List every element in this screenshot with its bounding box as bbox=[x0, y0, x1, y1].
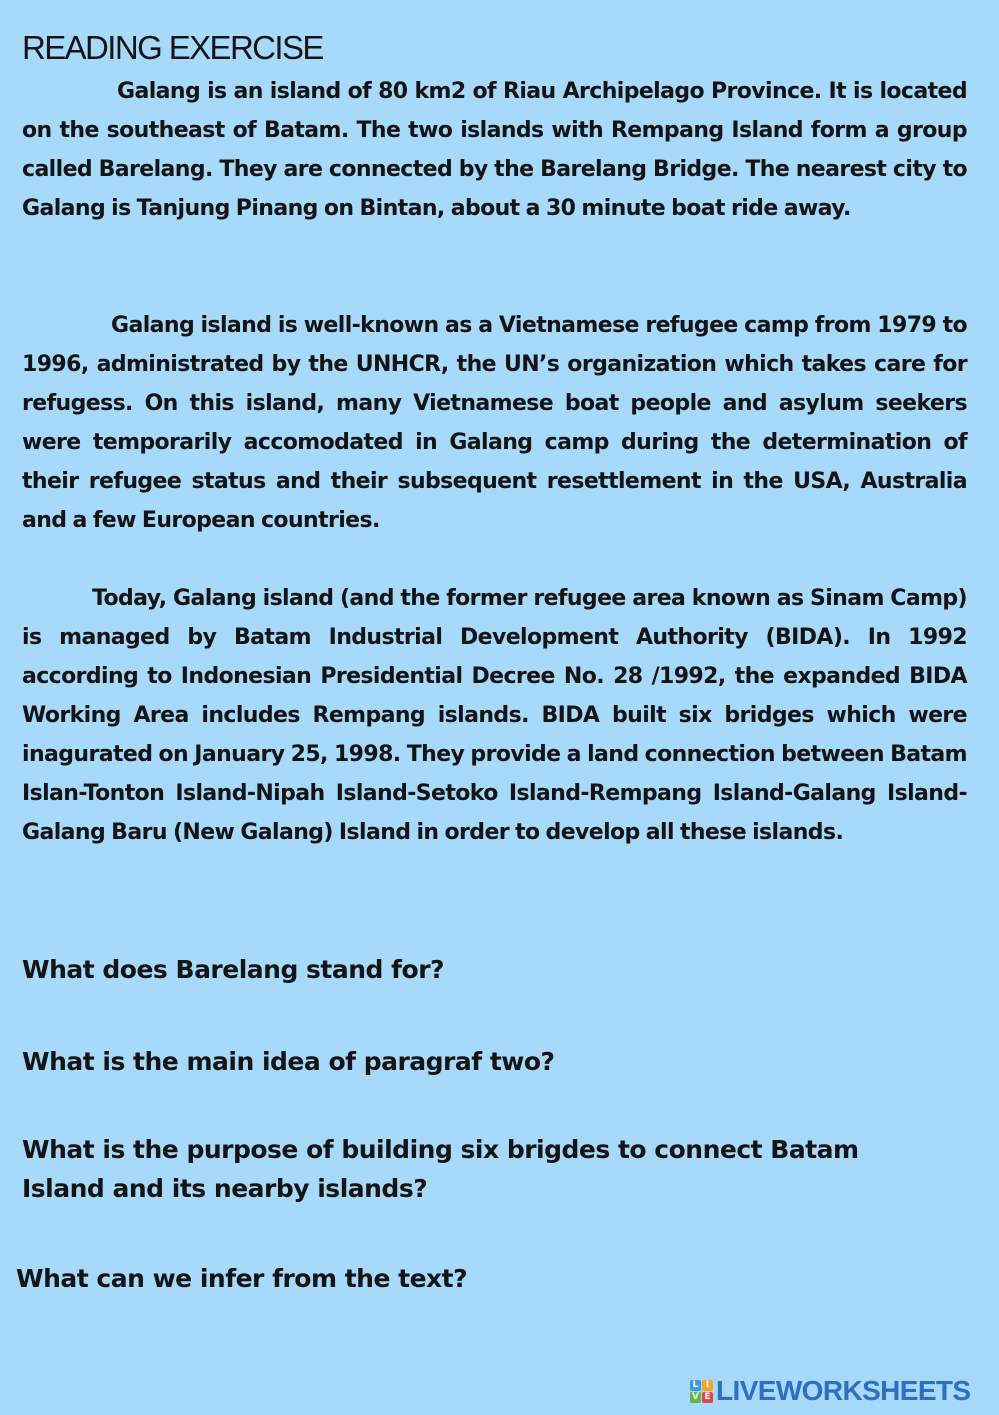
logo-mark-letter-e: E bbox=[702, 1392, 713, 1403]
logo-mark-letter-v: V bbox=[690, 1392, 701, 1403]
liveworksheets-logo bbox=[690, 1374, 971, 1408]
question-one: What does Barelang stand for? bbox=[22, 955, 445, 984]
logo-mark-letter-i: I bbox=[702, 1380, 713, 1391]
logo-text: LIVEWORKSHEETS bbox=[716, 1375, 971, 1406]
paragraph-one: Galang is an island of 80 km2 of Riau Archipelago Province. It is located on the southeast of Batam. The two islands with Rempang Island form a group called Barelang. They are connected by the Barelang Bridge. The nearest city to Galang is Tanjung Pinang on Bintan, about a 30 minute boat ride away. bbox=[22, 79, 967, 221]
question-four: What can we infer from the text? bbox=[16, 1264, 468, 1293]
paragraph-two: Galang island is well-known as a Vietnamese refugee camp from 1979 to 1996, administrated by the UNHCR, the UN’s organization which takes care for refugess. On this island, many Vietnamese boat people and asylum seekers were temporarily accomodated in Galang camp during the determination of their refugee status and their subsequent resettlement in the USA, Australia and a few European countries. bbox=[22, 313, 967, 533]
logo-mark-letter-l: L bbox=[690, 1380, 701, 1391]
worksheet-title: READING EXERCISE bbox=[22, 29, 323, 66]
question-three: What is the purpose of building six brigdes to connect Batam Island and its nearby islands? bbox=[22, 1135, 859, 1203]
logo-mark-icon bbox=[690, 1380, 713, 1403]
paragraph-three: Today, Galang island (and the former refugee area known as Sinam Camp) is managed by Batam Industrial Development Authority (BIDA). In 1992 according to Indonesian Presidential Decree No. 28 /1992, the expanded BIDA Working Area includes Rempang islands. BIDA built six bridges which were inagurated on January 25, 1998. They provide a land connection between Batam Islan-Tonton Island-Nipah Island-Setoko Island-Rempang Island-Galang Island-Galang Baru (New Galang) Island in order to develop all these islands. bbox=[22, 586, 967, 845]
question-two: What is the main idea of paragraf two? bbox=[22, 1047, 555, 1076]
